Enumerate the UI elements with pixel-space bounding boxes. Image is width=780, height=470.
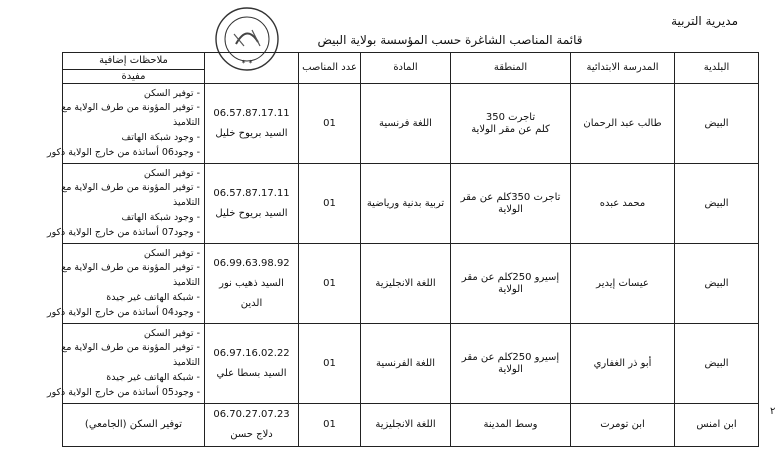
cell-contact <box>205 164 299 244</box>
cell-positions: 01 <box>299 164 361 244</box>
contact-phone: 06.57.87.17.11 <box>213 107 290 119</box>
header-notes <box>63 53 205 84</box>
cell-region <box>451 324 571 404</box>
cell-positions: 01 <box>299 244 361 324</box>
contact-phone: 06.97.16.02.22 <box>213 347 290 359</box>
note-line: - وجود06 أساتذة من خارج الولاية ذكور <box>47 146 200 158</box>
note-line: - وجود شبكة الهاتف <box>121 131 200 143</box>
table-row <box>63 164 759 244</box>
note-line: التلاميذ <box>172 117 200 129</box>
page-title: قائمة المناصب الشاغرة حسب المؤسسة بولاية البيض <box>317 33 583 47</box>
svg-text:✶ ✶: ✶ ✶ <box>241 59 253 66</box>
region-line: إسيرو 250كلم عن مقر الولاية <box>461 272 560 295</box>
cell-subject: اللغة الفرنسية <box>361 324 451 404</box>
table-row <box>63 84 759 164</box>
cell-region <box>451 164 571 244</box>
note-line: توفير السكن (الجامعي) <box>84 419 183 431</box>
cell-notes <box>47 164 205 244</box>
directorate-label: مديرية التربية <box>671 14 738 28</box>
note-line: - وجود04 أساتذة من خارج الولاية ذكور <box>47 306 200 318</box>
header-notes-label: ملاحظات إضافية <box>99 55 168 66</box>
cell-notes <box>63 404 205 447</box>
note-line: - توفير المؤونة من طرف الولاية مع <box>61 102 200 114</box>
header-contact <box>205 53 299 84</box>
cell-region <box>451 404 571 447</box>
note-line: - توفير السكن <box>143 247 200 259</box>
contact-name: السيد بريوح خليل <box>215 207 288 219</box>
region-line: كلم عن مقر الولاية <box>471 123 550 135</box>
note-line: - وجود07 أساتذة من خارج الولاية ذكور <box>47 226 200 238</box>
cell-contact <box>205 244 299 324</box>
cell-school: ابن تومرت <box>571 404 675 447</box>
cell-region <box>451 84 571 164</box>
side-mark: ٢ <box>770 406 776 417</box>
cell-contact <box>205 404 299 447</box>
note-line: - توفير السكن <box>143 327 200 339</box>
vacancies-table <box>47 52 759 447</box>
cell-region <box>451 244 571 324</box>
note-line: - توفير المؤونة من طرف الولاية مع <box>61 262 200 274</box>
cell-municipality: البيض <box>675 164 759 244</box>
cell-school: محمد عبده <box>571 164 675 244</box>
contact-name: السيد بريوح خليل <box>215 127 288 139</box>
note-line: - وجود شبكة الهاتف <box>121 211 200 223</box>
cell-notes <box>47 84 205 164</box>
note-line: - توفير المؤونة من طرف الولاية مع <box>61 342 200 354</box>
table-row <box>63 324 759 404</box>
region-line: وسط المدينة <box>483 419 538 431</box>
cell-school: عيسات إيدير <box>571 244 675 324</box>
note-line: التلاميذ <box>172 357 200 369</box>
cell-school: طالب عبد الرحمان <box>571 84 675 164</box>
header-notes-sub: مفيدة <box>63 69 204 83</box>
cell-municipality: ابن امنس <box>675 404 759 447</box>
region-line: تاجرت 350 <box>485 112 536 123</box>
note-line: - توفير السكن <box>143 167 200 179</box>
note-line: التلاميذ <box>172 277 200 289</box>
note-line: - توفير المؤونة من طرف الولاية مع <box>61 182 200 194</box>
table-row <box>63 404 759 447</box>
contact-phone: 06.57.87.17.11 <box>213 187 290 199</box>
note-line: التلاميذ <box>172 197 200 209</box>
header-subject: المادة <box>361 53 451 84</box>
contact-name: السيد ذهيب نور الدين <box>219 277 284 309</box>
table-row <box>63 244 759 324</box>
contact-name: السيد بسطا علي <box>216 367 287 379</box>
contact-phone: 06.99.63.98.92 <box>213 257 290 269</box>
cell-municipality: البيض <box>675 244 759 324</box>
header-region: المنطقة <box>451 53 571 84</box>
cell-subject: اللغة الانجليزية <box>361 404 451 447</box>
cell-positions: 01 <box>299 84 361 164</box>
table-header-row <box>63 53 759 84</box>
cell-municipality: البيض <box>675 84 759 164</box>
header-school: المدرسة الابتدائية <box>571 53 675 84</box>
header-municipality: البلدية <box>675 53 759 84</box>
cell-notes <box>47 244 205 324</box>
contact-name: دلاج حسن <box>230 429 273 440</box>
region-line: تاجرت 350كلم عن مقر الولاية <box>460 192 561 215</box>
note-line: - توفير السكن <box>143 87 200 99</box>
cell-contact <box>205 84 299 164</box>
cell-subject: اللغة فرنسية <box>361 84 451 164</box>
cell-subject: اللغة الانجليزية <box>361 244 451 324</box>
cell-positions: 01 <box>299 324 361 404</box>
cell-positions: 01 <box>299 404 361 447</box>
note-line: - شبكة الهاتف غير جيدة <box>106 371 200 383</box>
cell-contact <box>205 324 299 404</box>
note-line: - شبكة الهاتف غير جيدة <box>106 291 200 303</box>
region-line: إسيرو 250كلم عن مقر الولاية <box>461 352 560 375</box>
note-line: - وجود05 أساتذة من خارج الولاية ذكور <box>47 386 200 398</box>
cell-subject: تربية بدنية ورياضية <box>361 164 451 244</box>
contact-phone: 06.70.27.07.23 <box>213 409 290 420</box>
cell-notes <box>47 324 205 404</box>
header-positions: عدد المناصب <box>299 53 361 84</box>
cell-school: أبو ذر الغفاري <box>571 324 675 404</box>
cell-municipality: البيض <box>675 324 759 404</box>
